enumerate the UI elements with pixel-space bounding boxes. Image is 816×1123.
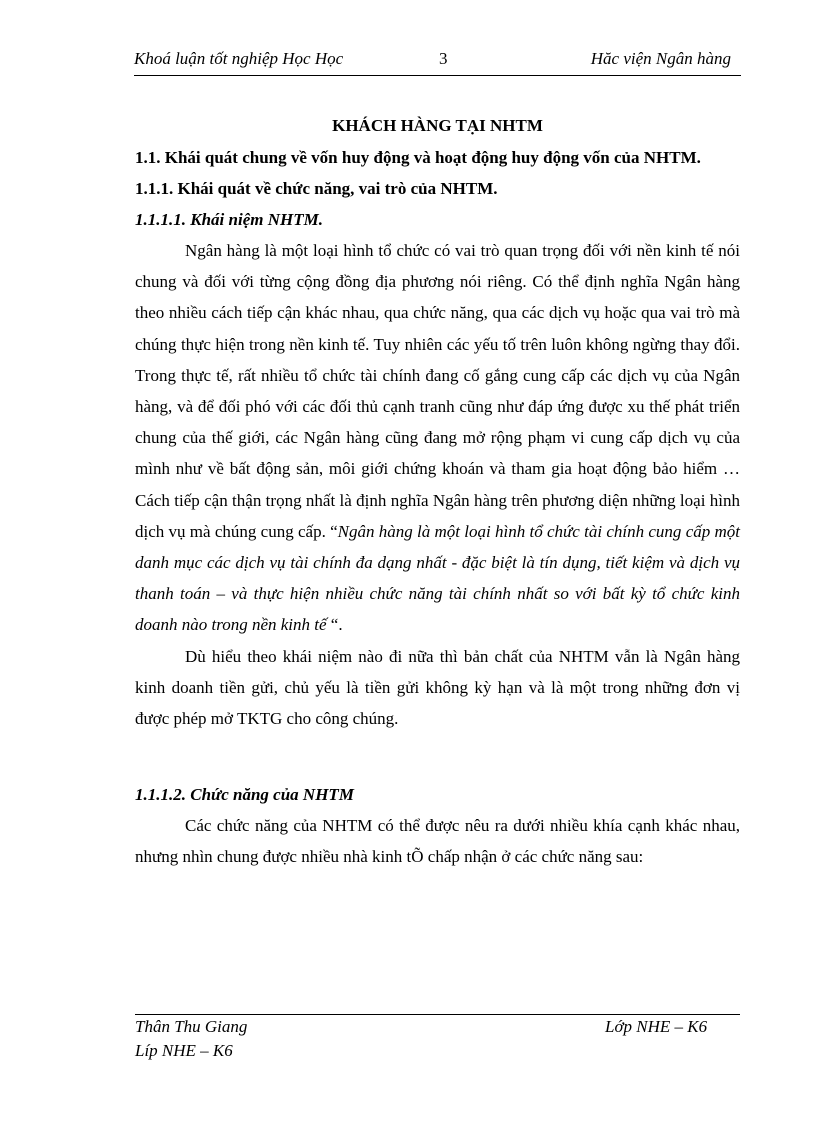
page-header xyxy=(134,49,741,76)
heading-1-1: 1.1. Khái quát chung về vốn huy động và hoạt động huy động vốn của NHTM. xyxy=(135,148,701,167)
heading-1-1-1-1: 1.1.1.1. Khái niệm NHTM. xyxy=(135,210,323,229)
footer-author-name: Thân Thu Giang xyxy=(135,1017,248,1036)
page-footer xyxy=(135,1014,740,1060)
footer-class-right: Lớp NHE – K6 xyxy=(605,1017,708,1036)
paragraph-definition xyxy=(135,235,740,641)
footer-class-left: Líp NHE – K6 xyxy=(135,1041,233,1060)
page-number: 3 xyxy=(439,49,448,68)
quote-closing: “. xyxy=(326,615,343,635)
paragraph-nature: Dù hiểu theo khái niệm nào đi nữa thì bản chất của NHTM vẫn là Ngân hàng kinh doanh tiền gửi, chủ yếu là tiền gửi không kỳ hạn và là một trong những đơn vị được phép mở TKTG cho công chúng. xyxy=(135,646,740,729)
paragraph-definition-text: Ngân hàng là một loại hình tổ chức có vai trò quan trọng đối với nền kinh tế nói chung và đối với từng cộng đồng địa phương nói riêng. Có thể định nghĩa Ngân hàng theo nhiều cách tiếp cận khác nhau, qua chức năng, qua các dịch vụ hoặc qua vai trò mà chúng thực hiện trong nền kinh tế. Tuy nhiên các yếu tố trên luôn không ngừng thay đổi. Trong thực tế, rất nhiều tổ chức tài chính đang cố gắng cung cấp các dịch vụ của Ngân hàng, và để đối phó với các đối thủ cạnh tranh cũng như đáp ứng được xu thế phát triển chung của thế giới, các Ngân hàng cũng đang mở rộng phạm vi cung cấp dịch vụ của mình như về bất động sản, môi giới chứng khoán và tham gia hoạt động bảo hiểm …Cách tiếp cận thận trọng nhất là định nghĩa Ngân hàng trên phương diện những loại hình dịch vụ mà chúng cung cấp. “ xyxy=(135,241,740,541)
quoted-definition: Ngân hàng là một loại hình tổ chức tài chính cung cấp một danh mục các dịch vụ tài chính đa dạng nhất - đặc biệt là tín dụng, tiết kiệm và dịch vụ thanh toán – và thực hiện nhiều chức năng tài chính nhất so với bất kỳ tổ chức kinh doanh nào trong nền kinh tế xyxy=(135,521,741,635)
header-institution: Hăc viện Ngân hàng xyxy=(590,49,731,68)
heading-1-1-1-2: 1.1.1.2. Chức năng của NHTM xyxy=(135,785,354,805)
header-thesis-title: Khoá luận tốt nghiệp Học Học xyxy=(134,49,344,68)
paragraph-functions: Các chức năng của NHTM có thể được nêu ra dưới nhiều khía cạnh khác nhau, nhưng nhìn chung được nhiều nhà kinh tÕ chấp nhận ở các chức năng sau: xyxy=(135,816,740,867)
heading-1-1-1: 1.1.1. Khái quát về chức năng, vai trò của NHTM. xyxy=(135,179,498,198)
document-body xyxy=(135,110,740,873)
section-gap xyxy=(135,734,740,779)
chapter-title: KHÁCH HÀNG TẠI NHTM xyxy=(332,116,543,135)
